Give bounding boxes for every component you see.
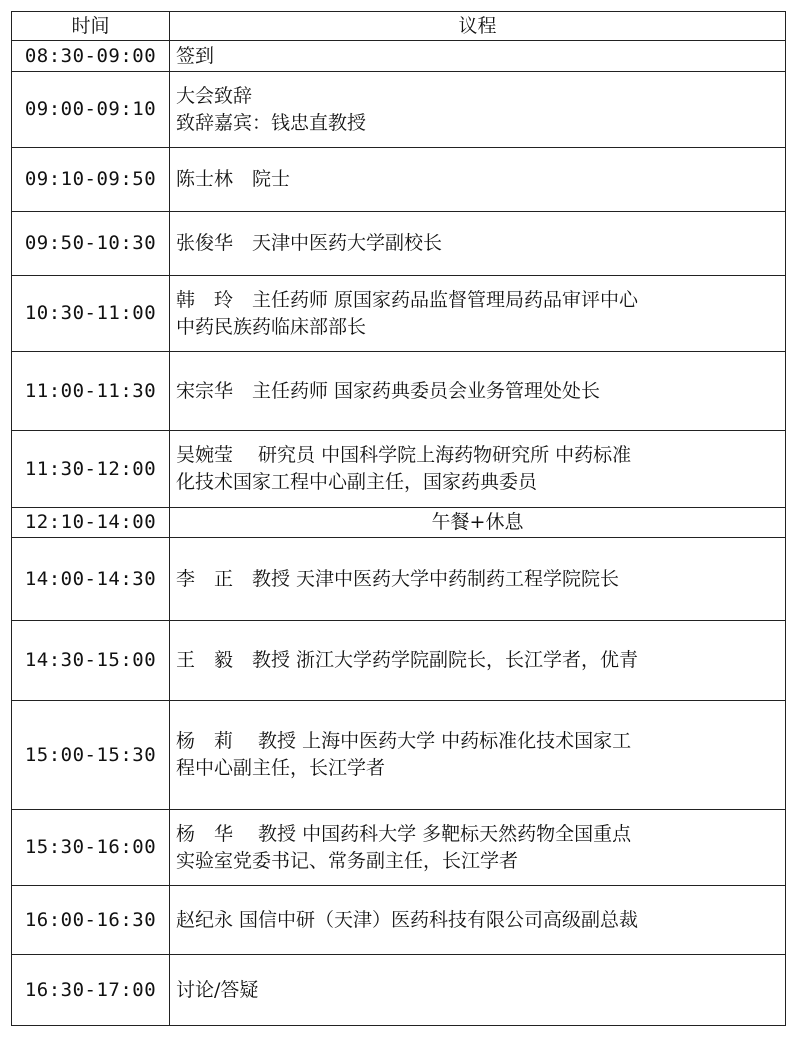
table-row xyxy=(12,352,786,431)
row-content xyxy=(170,955,786,1026)
content-line: 宋宗华 主任药师 国家药典委员会业务管理处处长 xyxy=(176,379,601,402)
content-line: 吴婉莹 研究员 中国科学院上海药物研究所 中药标准 xyxy=(176,444,632,466)
row-content xyxy=(170,431,786,508)
table-row xyxy=(12,148,786,212)
content-line: 大会致辞 xyxy=(176,84,253,107)
content-line: 实验室党委书记、常务副主任，长江学者 xyxy=(176,849,519,872)
row-content xyxy=(170,148,786,212)
content-line: 杨 莉 教授 上海中医药大学 中药标准化技术国家工 xyxy=(176,730,632,752)
content-line: 程中心副主任，长江学者 xyxy=(176,757,386,779)
table-row xyxy=(12,701,786,810)
content-line: 午餐+休息 xyxy=(431,511,524,533)
row-time: 09:00-09:10 xyxy=(12,72,170,148)
content-line: 王 毅 教授 浙江大学药学院副院长，长江学者，优青 xyxy=(176,649,639,671)
table-row xyxy=(12,538,786,621)
row-content xyxy=(170,276,786,352)
row-content xyxy=(170,508,786,538)
row-time: 09:10-09:50 xyxy=(12,148,170,212)
table-row xyxy=(12,621,786,701)
content-line: 讨论/答疑 xyxy=(176,978,259,1001)
row-content xyxy=(170,886,786,955)
content-line: 陈士林 院士 xyxy=(176,168,291,190)
row-content xyxy=(170,810,786,886)
content-line: 张俊华 天津中医药大学副校长 xyxy=(176,232,443,254)
table-row xyxy=(12,955,786,1026)
content-line: 致辞嘉宾：钱忠直教授 xyxy=(176,111,367,134)
row-content xyxy=(170,41,786,72)
table-row xyxy=(12,886,786,955)
row-time: 14:30-15:00 xyxy=(12,621,170,701)
row-content xyxy=(170,212,786,276)
agenda-table xyxy=(11,11,786,1026)
row-time: 12:10-14:00 xyxy=(12,508,170,538)
agenda-column-header: 议程 xyxy=(170,12,786,41)
content-line: 赵纪永 国信中研（天津）医药科技有限公司高级副总裁 xyxy=(176,908,639,931)
table-row xyxy=(12,810,786,886)
row-time: 16:30-17:00 xyxy=(12,955,170,1026)
row-content xyxy=(170,538,786,621)
row-time: 14:00-14:30 xyxy=(12,538,170,621)
row-time: 11:30-12:00 xyxy=(12,431,170,508)
row-time: 09:50-10:30 xyxy=(12,212,170,276)
row-time: 11:00-11:30 xyxy=(12,352,170,431)
row-content xyxy=(170,352,786,431)
content-line: 签到 xyxy=(176,44,215,67)
header-row xyxy=(12,12,786,41)
table-row xyxy=(12,276,786,352)
row-time: 10:30-11:00 xyxy=(12,276,170,352)
row-time: 15:30-16:00 xyxy=(12,810,170,886)
row-time: 15:00-15:30 xyxy=(12,701,170,810)
row-content xyxy=(170,621,786,701)
table-row xyxy=(12,212,786,276)
table-row xyxy=(12,72,786,148)
content-line: 李 正 教授 天津中医药大学中药制药工程学院院长 xyxy=(176,567,620,590)
content-line: 韩 玲 主任药师 原国家药品监督管理局药品审评中心 xyxy=(176,288,639,311)
table-row xyxy=(12,41,786,72)
row-time: 08:30-09:00 xyxy=(12,41,170,72)
time-column-header: 时间 xyxy=(12,12,170,41)
content-line: 化技术国家工程中心副主任，国家药典委员 xyxy=(176,471,538,493)
table-row xyxy=(12,508,786,538)
content-line: 杨 华 教授 中国药科大学 多靶标天然药物全国重点 xyxy=(176,822,632,845)
row-time: 16:00-16:30 xyxy=(12,886,170,955)
content-line: 中药民族药临床部部长 xyxy=(176,315,367,338)
table-row xyxy=(12,431,786,508)
row-content xyxy=(170,72,786,148)
row-content xyxy=(170,701,786,810)
